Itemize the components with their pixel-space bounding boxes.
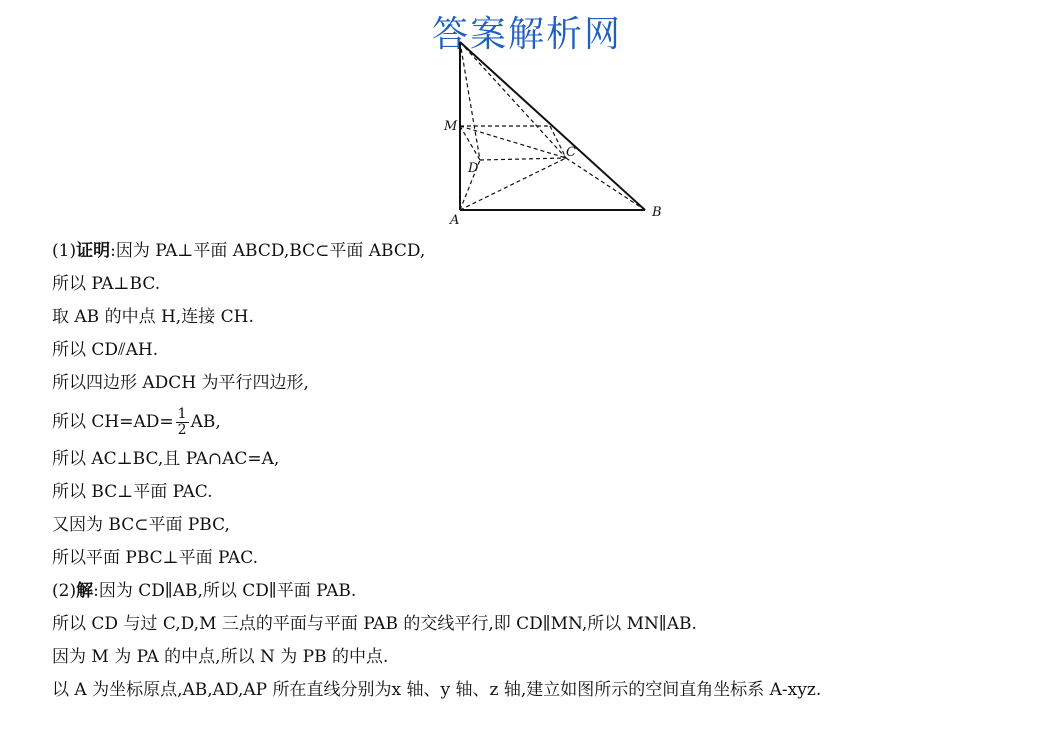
line-1-text: :因为 PA⊥平面 ABCD,BC⊂平面 ABCD, xyxy=(110,241,426,261)
part2-prefix: (2) xyxy=(52,581,77,601)
solution-line-6 xyxy=(52,405,1012,439)
watermark-title: 答案解析网 xyxy=(432,14,623,55)
edge-PB xyxy=(460,42,645,210)
fraction-one-half xyxy=(176,407,189,438)
proof-label: 证明 xyxy=(76,241,111,261)
solution-line-5: 所以四边形 ADCH 为平行四边形, xyxy=(52,373,309,393)
line-6-pre: 所以 CH=AD= xyxy=(52,412,174,432)
line-6-post: AB, xyxy=(190,412,221,432)
solution-line-14: 以 A 为坐标原点,AB,AD,AP 所在直线分别为x 轴、y 轴、z 轴,建立如图所示的空间直角坐标系 A-xyz. xyxy=(52,680,822,700)
solution-line-10: 所以平面 PBC⊥平面 PAC. xyxy=(52,548,259,568)
solution-line-13: 因为 M 为 PA 的中点,所以 N 为 PB 的中点. xyxy=(52,647,389,667)
solution-label: 解 xyxy=(76,581,94,601)
label-M: M xyxy=(444,119,458,134)
fraction-denominator: 2 xyxy=(177,422,187,438)
solution-line-8: 所以 BC⊥平面 PAC. xyxy=(52,482,213,502)
edge-PD xyxy=(460,42,480,160)
solution-line-2: 所以 PA⊥BC. xyxy=(52,274,161,294)
edge-CB xyxy=(566,158,645,210)
label-C: C xyxy=(566,145,576,160)
part1-prefix: (1) xyxy=(52,241,77,261)
solution-line-7: 所以 AC⊥BC,且 PA∩AC=A, xyxy=(52,449,280,469)
solution-line-9: 又因为 BC⊂平面 PBC, xyxy=(52,515,230,535)
label-B: B xyxy=(652,205,662,220)
solution-text xyxy=(52,240,1012,712)
edge-DC xyxy=(480,158,566,160)
line-11-text: :因为 CD∥AB,所以 CD∥平面 PAB. xyxy=(93,581,357,601)
label-A: A xyxy=(450,213,460,228)
fraction-numerator: 1 xyxy=(177,406,187,422)
solution-line-11 xyxy=(52,580,1012,602)
solution-line-1 xyxy=(52,240,1012,262)
edge-PC xyxy=(460,42,566,158)
geometry-figure xyxy=(430,30,670,230)
solution-line-12: 所以 CD 与过 C,D,M 三点的平面与平面 PAB 的交线平行,即 CD∥MN,所以 MN∥AB. xyxy=(52,614,697,634)
label-D: D xyxy=(468,161,479,176)
solution-line-3: 取 AB 的中点 H,连接 CH. xyxy=(52,307,254,327)
solution-line-4: 所以 CD⫽AH. xyxy=(52,340,159,360)
